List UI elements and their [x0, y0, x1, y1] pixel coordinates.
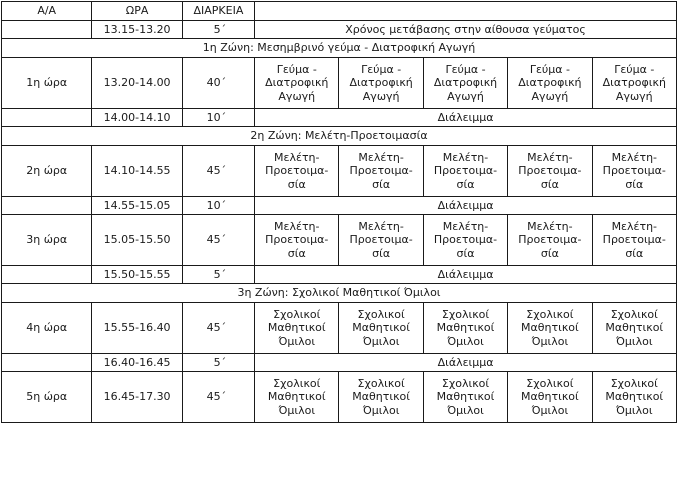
duration-cell: 45΄	[182, 303, 254, 354]
header-aa: Α/Α	[2, 2, 92, 21]
zone-title: 1η Ζώνη: Μεσημβρινό γεύμα - Διατροφική Αγωγή	[2, 39, 677, 58]
break-text: Διάλειμμα	[255, 266, 677, 284]
activity-cell: Σχολικοί Μαθητικοί Όμιλοι	[339, 372, 423, 423]
time-cell: 13.15-13.20	[92, 21, 182, 39]
activity-cell: Σχολικοί Μαθητικοί Όμιλοι	[592, 372, 676, 423]
header-time: ΩΡΑ	[92, 2, 182, 21]
hour-label: 2η ώρα	[2, 146, 92, 197]
hour-row	[2, 372, 677, 423]
time-cell: 16.45-17.30	[92, 372, 182, 423]
activity-cell: Σχολικοί Μαθητικοί Όμιλοι	[255, 372, 339, 423]
activity-cell: Σχολικοί Μαθητικοί Όμιλοι	[423, 303, 507, 354]
empty-cell	[2, 354, 92, 372]
activity-cell: Μελέτη- Προετοιμα- σία	[423, 215, 507, 266]
activity-cell: Μελέτη- Προετοιμα- σία	[255, 215, 339, 266]
header-duration: ΔΙΑΡΚΕΙΑ	[182, 2, 254, 21]
hour-row	[2, 58, 677, 109]
zone-row	[2, 39, 677, 58]
time-cell: 15.05-15.50	[92, 215, 182, 266]
activity-cell: Σχολικοί Μαθητικοί Όμιλοι	[508, 372, 592, 423]
activity-cell: Μελέτη- Προετοιμα- σία	[255, 146, 339, 197]
break-text: Διάλειμμα	[255, 197, 677, 215]
empty-cell	[2, 21, 92, 39]
activity-cell: Γεύμα - Διατροφική Αγωγή	[423, 58, 507, 109]
duration-cell: 45΄	[182, 146, 254, 197]
activity-cell: Μελέτη- Προετοιμα- σία	[508, 215, 592, 266]
time-cell: 13.20-14.00	[92, 58, 182, 109]
hour-label: 4η ώρα	[2, 303, 92, 354]
duration-cell: 10΄	[182, 109, 254, 127]
empty-cell	[2, 109, 92, 127]
activity-cell: Μελέτη- Προετοιμα- σία	[592, 215, 676, 266]
activity-cell: Σχολικοί Μαθητικοί Όμιλοι	[255, 303, 339, 354]
duration-cell: 40΄	[182, 58, 254, 109]
hour-label: 1η ώρα	[2, 58, 92, 109]
activity-cell: Σχολικοί Μαθητικοί Όμιλοι	[339, 303, 423, 354]
duration-cell: 10΄	[182, 197, 254, 215]
header-row	[2, 2, 677, 21]
header-empty	[255, 2, 677, 21]
break-row	[2, 354, 677, 372]
time-cell: 16.40-16.45	[92, 354, 182, 372]
zone-row	[2, 127, 677, 146]
empty-cell	[2, 197, 92, 215]
time-cell: 15.50-15.55	[92, 266, 182, 284]
duration-cell: 45΄	[182, 372, 254, 423]
hour-label: 3η ώρα	[2, 215, 92, 266]
time-cell: 15.55-16.40	[92, 303, 182, 354]
break-text: Διάλειμμα	[255, 109, 677, 127]
activity-cell: Μελέτη- Προετοιμα- σία	[339, 146, 423, 197]
zone-row	[2, 284, 677, 303]
activity-cell: Γεύμα - Διατροφική Αγωγή	[339, 58, 423, 109]
break-row	[2, 197, 677, 215]
empty-cell	[2, 266, 92, 284]
duration-cell: 5΄	[182, 354, 254, 372]
activity-cell: Γεύμα - Διατροφική Αγωγή	[592, 58, 676, 109]
schedule-table	[1, 1, 677, 423]
hour-row	[2, 215, 677, 266]
zone-title: 2η Ζώνη: Μελέτη-Προετοιμασία	[2, 127, 677, 146]
activity-cell: Μελέτη- Προετοιμα- σία	[592, 146, 676, 197]
activity-cell: Μελέτη- Προετοιμα- σία	[508, 146, 592, 197]
activity-cell: Σχολικοί Μαθητικοί Όμιλοι	[592, 303, 676, 354]
activity-cell: Μελέτη- Προετοιμα- σία	[339, 215, 423, 266]
break-row	[2, 266, 677, 284]
break-text: Διάλειμμα	[255, 354, 677, 372]
time-cell: 14.10-14.55	[92, 146, 182, 197]
activity-cell: Σχολικοί Μαθητικοί Όμιλοι	[508, 303, 592, 354]
hour-row	[2, 303, 677, 354]
duration-cell: 5΄	[182, 21, 254, 39]
time-cell: 14.55-15.05	[92, 197, 182, 215]
activity-cell: Γεύμα - Διατροφική Αγωγή	[255, 58, 339, 109]
zone-title: 3η Ζώνη: Σχολικοί Μαθητικοί Όμιλοι	[2, 284, 677, 303]
hour-label: 5η ώρα	[2, 372, 92, 423]
transition-text: Χρόνος μετάβασης στην αίθουσα γεύματος	[255, 21, 677, 39]
activity-cell: Σχολικοί Μαθητικοί Όμιλοι	[423, 372, 507, 423]
activity-cell: Μελέτη- Προετοιμα- σία	[423, 146, 507, 197]
time-cell: 14.00-14.10	[92, 109, 182, 127]
break-row	[2, 109, 677, 127]
hour-row	[2, 146, 677, 197]
activity-cell: Γεύμα - Διατροφική Αγωγή	[508, 58, 592, 109]
duration-cell: 5΄	[182, 266, 254, 284]
transition-row	[2, 21, 677, 39]
duration-cell: 45΄	[182, 215, 254, 266]
